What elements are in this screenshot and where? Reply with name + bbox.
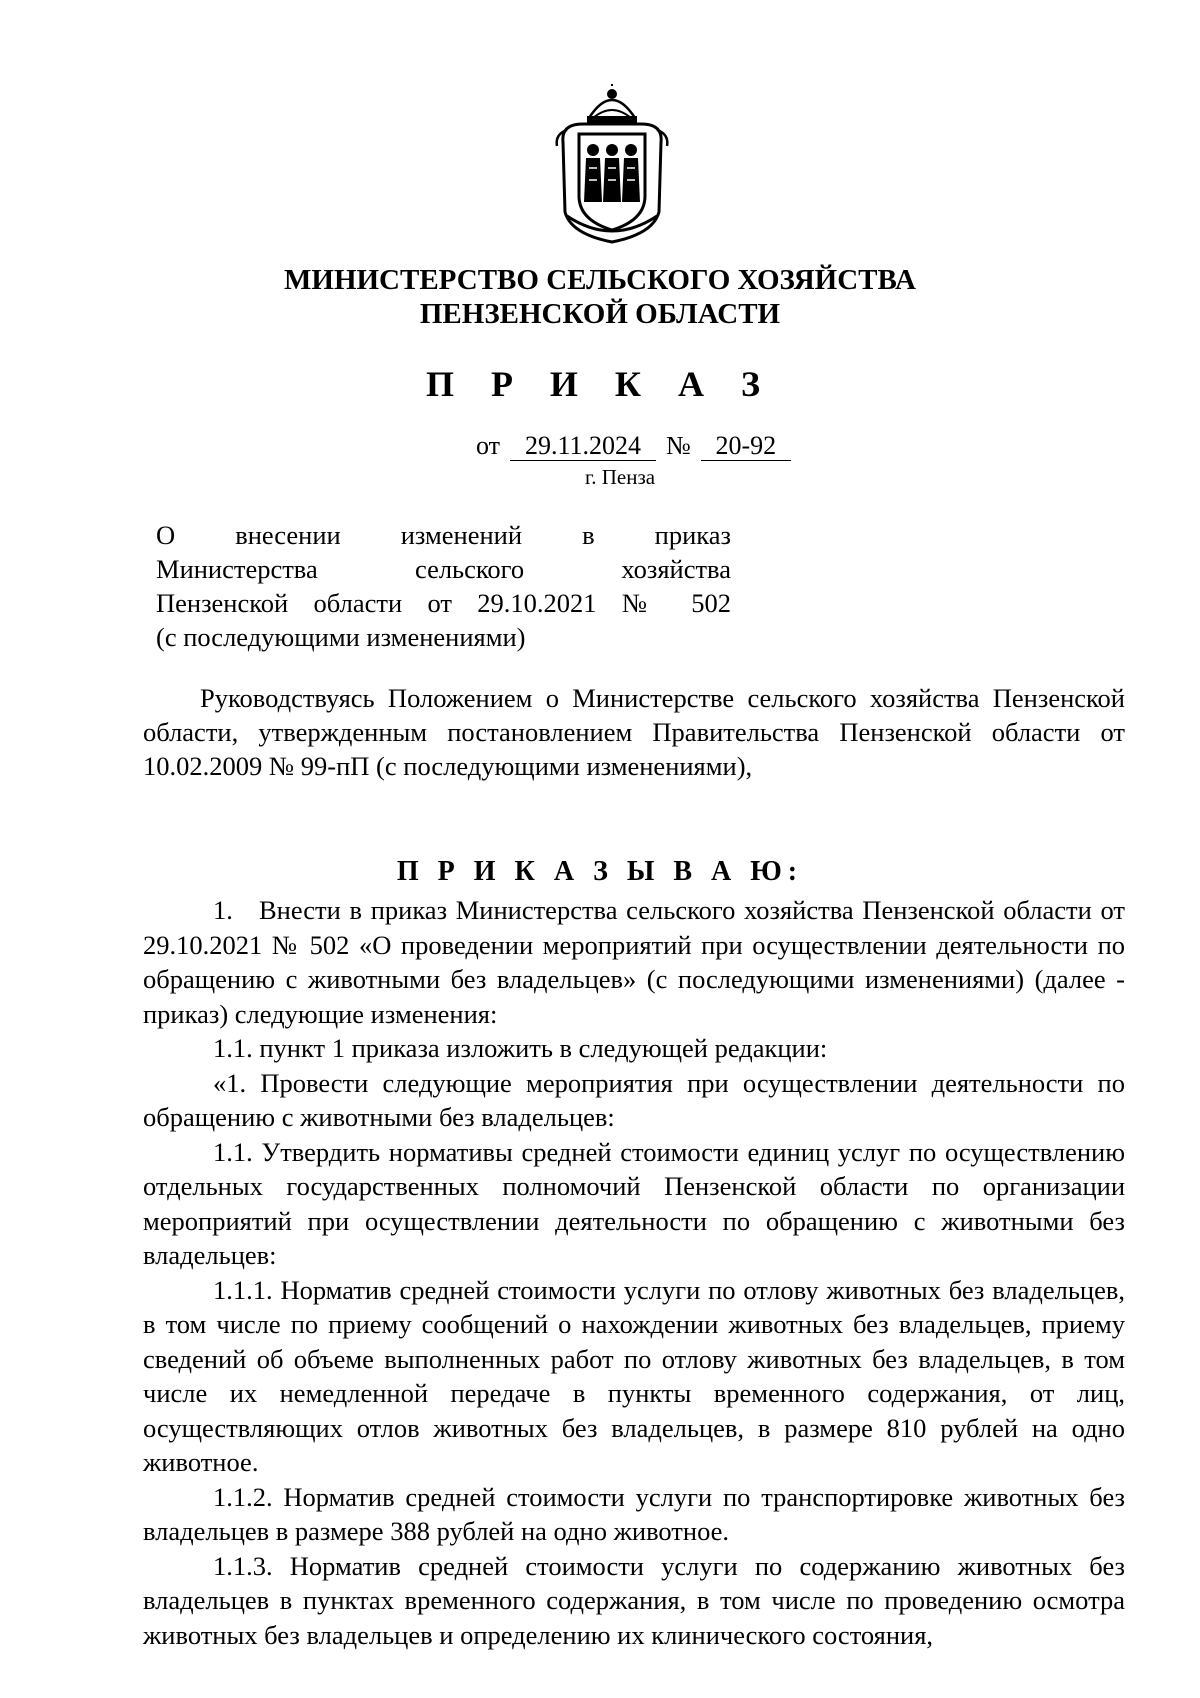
preamble-paragraph: Руководствуясь Положением о Министерстве сельского хозяйства Пензенской области, утвержденным постановлением Правительства Пензенской области от 10.02.2009 № 99-пП (с последующими изменениями),: [143, 683, 1125, 782]
document-date: 29.11.2024: [510, 432, 656, 461]
item-paragraph: 1.1. пункт 1 приказа изложить в следующей редакции:: [213, 1033, 828, 1063]
subject-line: О внесении изменений в приказ: [156, 520, 731, 550]
item-paragraph: 1.1.3. Норматив средней стоимости услуги по содержанию животных без владельцев в пунктах временного содержания, в том числе по проведению осмотра животных без владельцев и определению их клинического состояния,: [143, 1550, 1125, 1650]
date-number-line: [476, 430, 791, 462]
item-number: 1.: [213, 895, 233, 925]
item-paragraph: «1. Провести следующие мероприятия при осуществлении деятельности по обращению с животными без владельцев:: [143, 1067, 1125, 1132]
document-number: 20-92: [701, 432, 791, 461]
item-paragraph: 1.1.1. Норматив средней стоимости услуги по отлову животных без владельцев, в том числе по приему сообщений о нахождении животных без владельцев, приему сведений об объеме выполненных работ по отлову животных без владельцев, в том числе их немедленной передаче в пункты временного содержания, от лиц, осуществляющих отлов животных без владельцев, в размере 810 рублей на одно животное.: [143, 1274, 1125, 1477]
subject-line: Пензенской области от 29.10.2021 № 502: [156, 588, 731, 618]
city-label: г. Пенза: [585, 465, 656, 489]
decree-items: [143, 893, 1125, 1652]
subject-line: Министерства сельского хозяйства: [156, 554, 731, 584]
item-paragraph: 1.1. Утвердить нормативы средней стоимости единиц услуг по осуществлению отдельных государственных полномочий Пензенской области по организации мероприятий при осуществлении деятельности по обращению с животными без владельцев:: [143, 1136, 1125, 1270]
subject-line: (с последующими изменениями): [156, 622, 526, 652]
organization-name-line1: МИНИСТЕРСТВО СЕЛЬСКОГО ХОЗЯЙСТВА: [284, 264, 916, 296]
decree-heading: П Р И К А З Ы В А Ю:: [396, 856, 804, 887]
coat-of-arms-emblem: [553, 84, 671, 246]
document-subject: [156, 518, 731, 654]
number-sign: №: [666, 431, 691, 460]
item-text: Внести в приказ Министерства сельского хозяйства Пензенской области от 29.10.2021 № 502 «О проведении мероприятий при осуществлении деятельности по обращению с животными без владельцев» (с последующими изменениями) (далее - приказ) следующие изменения:: [143, 895, 1125, 1029]
date-prefix: от: [476, 431, 501, 460]
organization-name-line2: ПЕНЗЕНСКОЙ ОБЛАСТИ: [419, 298, 781, 330]
item-paragraph: [143, 893, 1125, 1031]
document-type-title: П Р И К А З: [425, 364, 775, 404]
item-paragraph: 1.1.2. Норматив средней стоимости услуги по транспортировке животных без владельцев в размере 388 рублей на одно животное.: [143, 1481, 1125, 1546]
preamble-block: [143, 681, 1125, 784]
